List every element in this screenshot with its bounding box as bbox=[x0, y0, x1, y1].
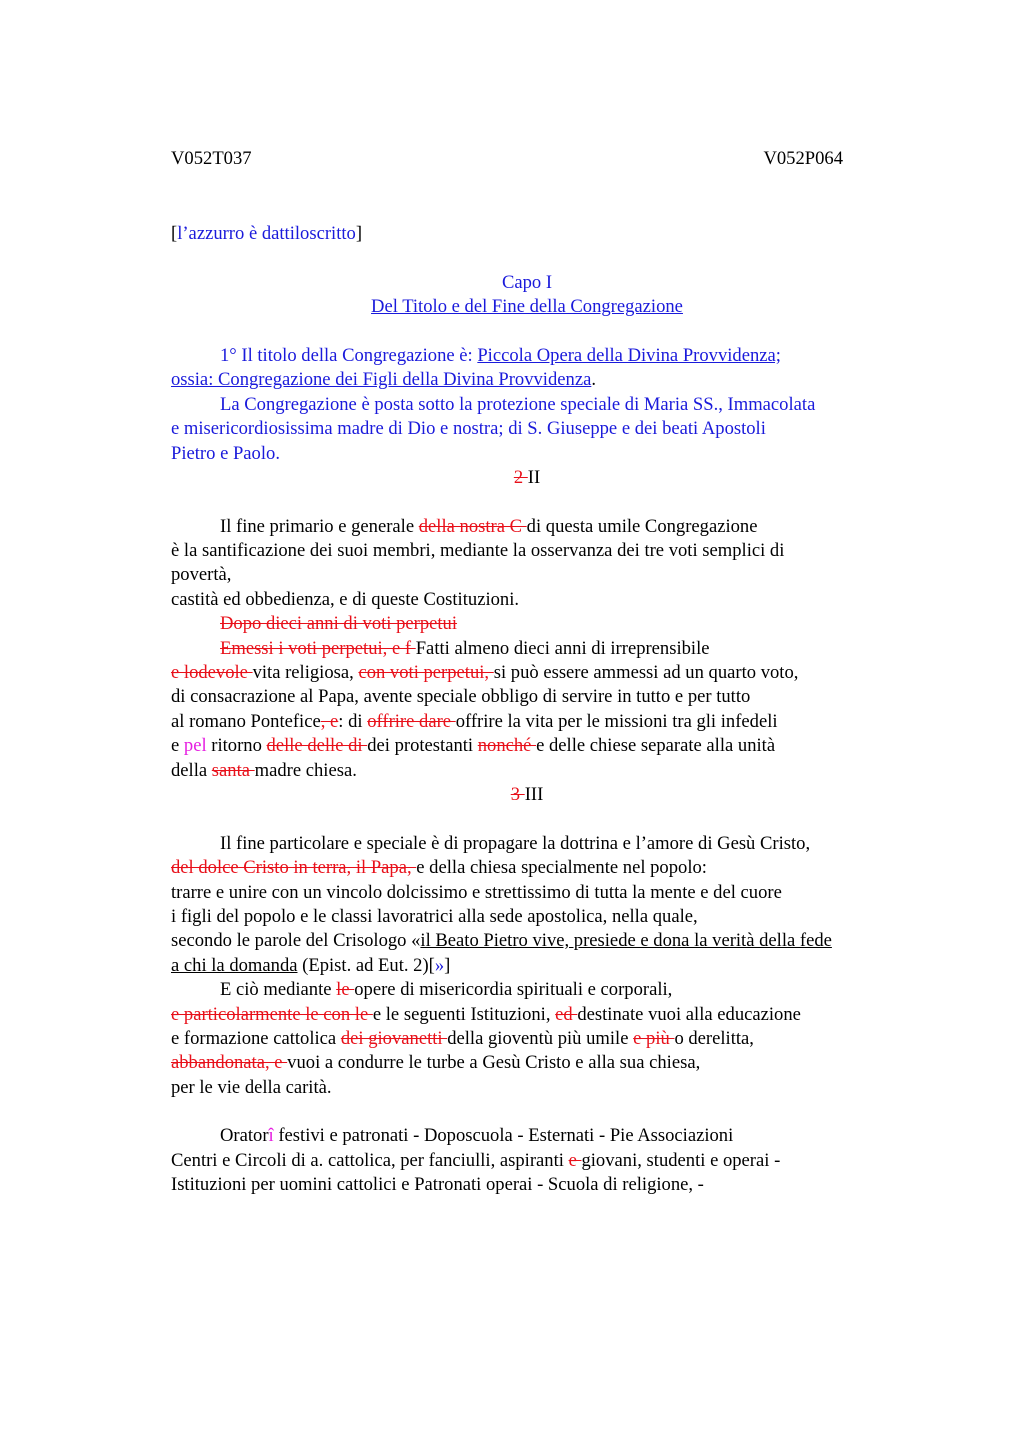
section-number-2: 2 II bbox=[513, 466, 541, 488]
art1-line2: ossia: Congregazione dei Figli della Divina Provvidenza. bbox=[171, 369, 596, 391]
art2-line2: è la santificazione dei suoi membri, mediante la osservanza dei tre voti semplici di bbox=[171, 540, 785, 562]
art2-line5: Dopo dieci anni di voti perpetui bbox=[220, 613, 458, 635]
document-page bbox=[171, 144, 911, 1198]
art3-line1: Il fine particolare e speciale è di propagare la dottrina e l’amore di Gesù Cristo, bbox=[220, 832, 811, 854]
art3-line6: a chi la domanda (Epist. ad Eut. 2)[»] bbox=[171, 954, 451, 976]
page-header bbox=[171, 144, 911, 174]
art2-line10: e pel ritorno delle delle di dei protestanti nonché e delle chiese separate alla unità bbox=[171, 735, 776, 757]
art3-line5: secondo le parole del Crisologo «il Beato Pietro vive, presiede e dona la verità della fede bbox=[171, 930, 832, 952]
art3-line11: per le vie della carità. bbox=[171, 1076, 332, 1098]
art1-line3: La Congregazione è posta sotto la protezione speciale di Maria SS., Immacolata bbox=[220, 393, 816, 415]
art2-line8: di consacrazione al Papa, avente speciale obbligo di servire in tutto e per tutto bbox=[171, 686, 751, 708]
art1-line4: e misericordiosissima madre di Dio e nostra; di S. Giuseppe e dei beati Apostoli bbox=[171, 418, 766, 440]
section-number-3: 3 III bbox=[510, 783, 544, 805]
header-right-code: V052P064 bbox=[763, 148, 843, 169]
chapter-label: Capo I bbox=[501, 271, 553, 293]
works-line1: Oratorî festivi e patronati - Doposcuola - Esternati - Pie Associazioni bbox=[220, 1125, 734, 1147]
chapter-title: Del Titolo e del Fine della Congregazione bbox=[371, 296, 683, 318]
art1-line1: 1° Il titolo della Congregazione è: Piccola Opera della Divina Provvidenza; bbox=[220, 344, 781, 366]
art3-line8: e particolarmente le con le e le seguenti Istituzioni, ed destinate vuoi alla educazione bbox=[171, 1003, 801, 1025]
art3-line4: i figli del popolo e le classi lavoratrici alla sede apostolica, nella quale, bbox=[171, 905, 698, 927]
art2-line3: povertà, bbox=[171, 564, 232, 586]
art2-line4: castità ed obbedienza, e di queste Costituzioni. bbox=[171, 588, 520, 610]
art3-line9: e formazione cattolica dei giovanetti della gioventù più umile e più o derelitta, bbox=[171, 1027, 754, 1049]
typing-note-text: l’azzurro è dattiloscritto bbox=[177, 223, 356, 244]
art3-line3: trarre e unire con un vincolo dolcissimo e strettissimo di tutta la mente e del cuore bbox=[171, 881, 782, 903]
header-left-code: V052T037 bbox=[171, 148, 252, 169]
art2-line6: Emessi i voti perpetui, e f Fatti almeno dieci anni di irreprensibile bbox=[220, 637, 710, 659]
typing-note: [l’azzurro è dattiloscritto] bbox=[171, 223, 363, 244]
art3-line7: E ciò mediante le opere di misericordia spirituali e corporali, bbox=[220, 979, 673, 1001]
art3-line10: abbandonata, e vuoi a condurre le turbe a Gesù Cristo e alla sua chiesa, bbox=[171, 1052, 701, 1074]
art2-line9: al romano Pontefice, e: di offrire dare offrire la vita per le missioni tra gli infedeli bbox=[171, 710, 778, 732]
art3-line2: del dolce Cristo in terra, il Papa, e della chiesa specialmente nel popolo: bbox=[171, 857, 707, 879]
art2-line11: della santa madre chiesa. bbox=[171, 759, 357, 781]
art2-line7: e lodevole vita religiosa, con voti perpetui, si può essere ammessi ad un quarto voto, bbox=[171, 662, 799, 684]
works-line2: Centri e Circoli di a. cattolica, per fanciulli, aspiranti e giovani, studenti e operai - bbox=[171, 1149, 781, 1171]
art1-line5: Pietro e Paolo. bbox=[171, 442, 280, 464]
works-line3: Istituzioni per uomini cattolici e Patronati operai - Scuola di religione, - bbox=[171, 1174, 704, 1196]
art2-line1: Il fine primario e generale della nostra C di questa umile Congregazione bbox=[220, 515, 758, 537]
